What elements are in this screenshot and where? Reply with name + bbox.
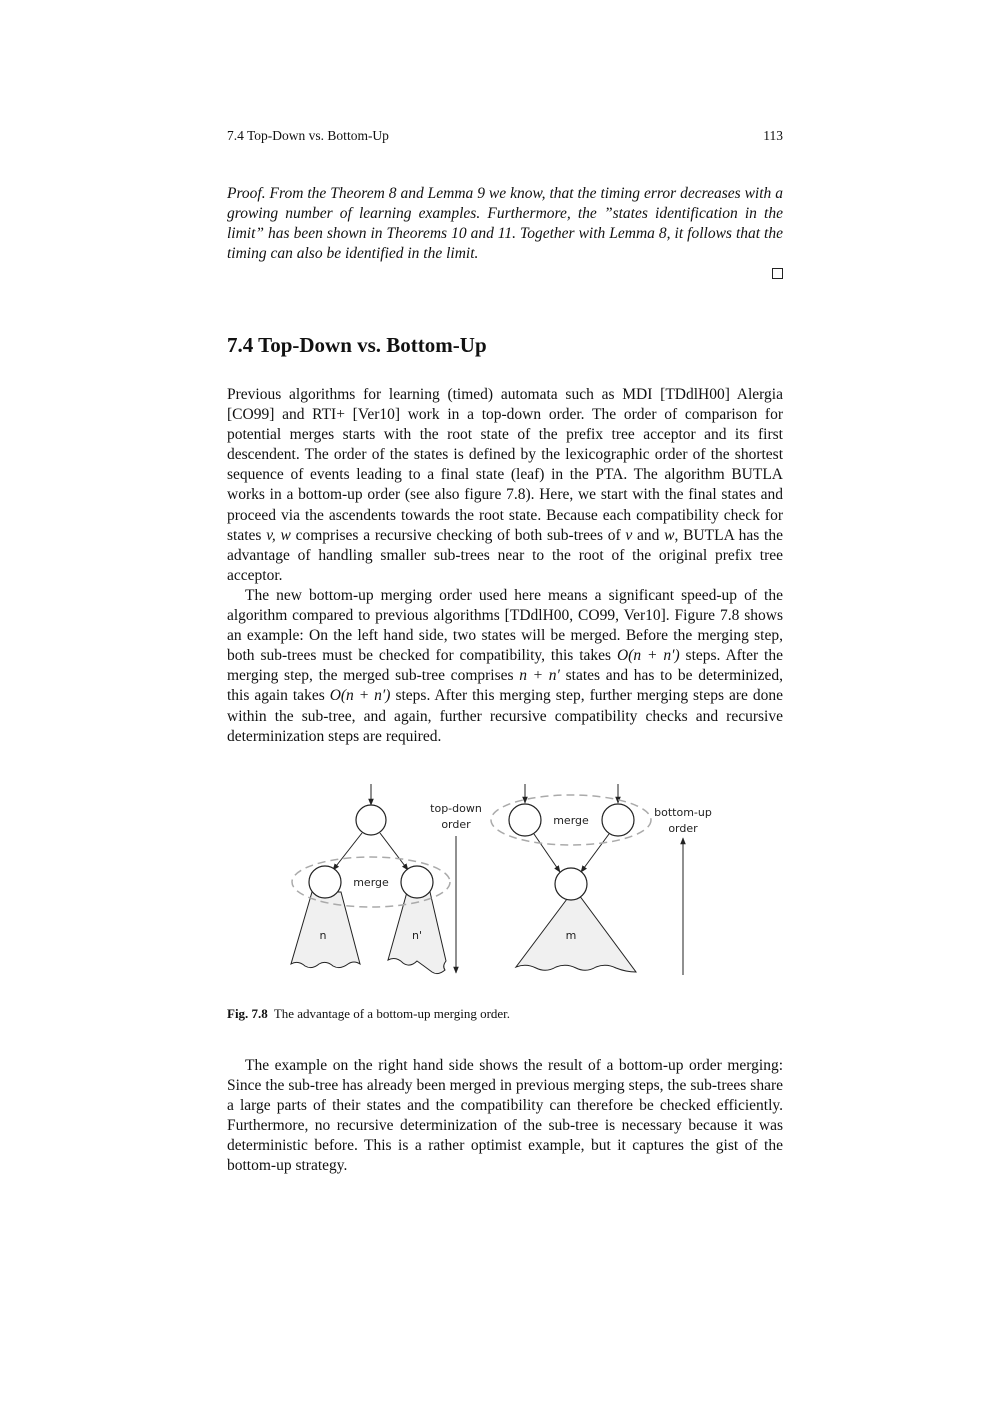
edge-b-merged xyxy=(581,834,609,872)
edge-left-child xyxy=(333,833,362,870)
merge-label-right: merge xyxy=(553,814,589,827)
p1-math-3: w xyxy=(664,526,675,544)
merge-label-left: merge xyxy=(353,876,389,889)
header-section: 7.4 Top-Down vs. Bottom-Up xyxy=(227,128,389,143)
root-state-left xyxy=(356,805,386,835)
p2-math-3: O(n + n′) xyxy=(329,687,391,705)
section-heading: 7.4 Top-Down vs. Bottom-Up xyxy=(227,333,487,357)
edge-right-child xyxy=(380,833,408,870)
paragraph-2 xyxy=(227,586,783,747)
p1-text-b: comprises a recursive checking of both sub-trees of xyxy=(290,526,626,544)
subtree-n-prime-label: n' xyxy=(412,929,422,942)
qed-square-icon xyxy=(772,268,783,279)
merged-state xyxy=(555,868,587,900)
top-down-label-line-2: order xyxy=(441,818,471,831)
child-state-left xyxy=(309,866,341,898)
state-b xyxy=(602,804,634,836)
p1-text-d: , BUTLA has the advantage of handling smaller sub-trees near to the root of the original prefix tree acceptor. xyxy=(227,526,783,584)
p1-text-c: and xyxy=(632,526,665,544)
merge-order-figure xyxy=(270,780,730,985)
p1-math-1: v, w xyxy=(266,526,291,544)
paragraph-3: The example on the right hand side shows the result of a bottom-up order merging: Since the sub-tree has already been merged in previous merging steps, the sub-trees share a large parts of their states and the compatibility can therefore be checked efficiently. Furthermore, no recursive determinization of the sub-tree is necessary because it was deterministic before. This is a rather optimist example, but it captures the gist of the bottom-up strategy. xyxy=(227,1057,783,1175)
p2-math-1: O(n + n′) xyxy=(616,647,680,665)
bottom-up-diagram xyxy=(491,784,712,975)
p1-math-2: v xyxy=(625,526,633,544)
bottom-up-label-line-1: bottom-up xyxy=(654,806,712,819)
top-down-diagram xyxy=(291,784,482,974)
top-down-label-line-1: top-down xyxy=(430,802,482,815)
subtree-n-label: n xyxy=(319,929,327,942)
page-number: 113 xyxy=(763,128,783,143)
child-state-right xyxy=(401,866,433,898)
p1-text-a: Previous algorithms for learning (timed) automata such as MDI [TDdlH00] Alergia [CO99] and RTI+ [Ver10] work in a top-down order. The order of comparison for potential merges starts with the root state of the prefix tree acceptor and its first descendent. The order of the states is defined by the lexicographic order of the shortest sequence of events leading to a final state (leaf) in the PTA. The algorithm BUTLA works in a bottom-up order (see also figure 7.8). Here, we start with the final states and proceed via the ascendents towards the root state. Because each compatibility check for states xyxy=(227,386,783,544)
subtree-m-label: m xyxy=(565,929,577,942)
caption-text: The advantage of a bottom-up merging order. xyxy=(273,1006,511,1021)
p2-text-a: The new bottom-up merging order used here means a significant speed-up of the algorithm compared to previous algorithms [TDdlH00, CO99, Ver10]. Figure 7.8 shows an example: On the left hand side, two states will be merged. Before the merging step, both sub-trees must be checked for compatibility, this takes xyxy=(227,587,783,665)
running-header xyxy=(227,128,783,144)
caption-label: Fig. 7.8 xyxy=(227,1006,268,1021)
state-a xyxy=(509,804,541,836)
p2-math-2: n + n′ xyxy=(519,667,560,685)
p2-text-d: steps. After this merging step, further merging steps are done within the sub-tree, and again, further recursive compatibility checks and recursive determinization steps are required. xyxy=(227,687,783,745)
edge-a-merged xyxy=(534,834,560,872)
p2-text-c: states and has to be determinized, this again takes xyxy=(227,667,783,705)
figure-caption xyxy=(227,1006,510,1022)
bottom-up-label-line-2: order xyxy=(668,822,698,835)
proof-paragraph: Proof. From the Theorem 8 and Lemma 9 we know, that the timing error decreases with a growing number of learning examples. Furthermore, the ”states identification in the limit” has been shown in Theorems 10 and 11. Together with Lemma 8, it follows that the timing can also be identified in the limit. xyxy=(227,185,783,262)
paragraph-1 xyxy=(227,385,783,586)
p2-text-b: steps. After the merging step, the merged sub-tree comprises xyxy=(227,647,783,685)
